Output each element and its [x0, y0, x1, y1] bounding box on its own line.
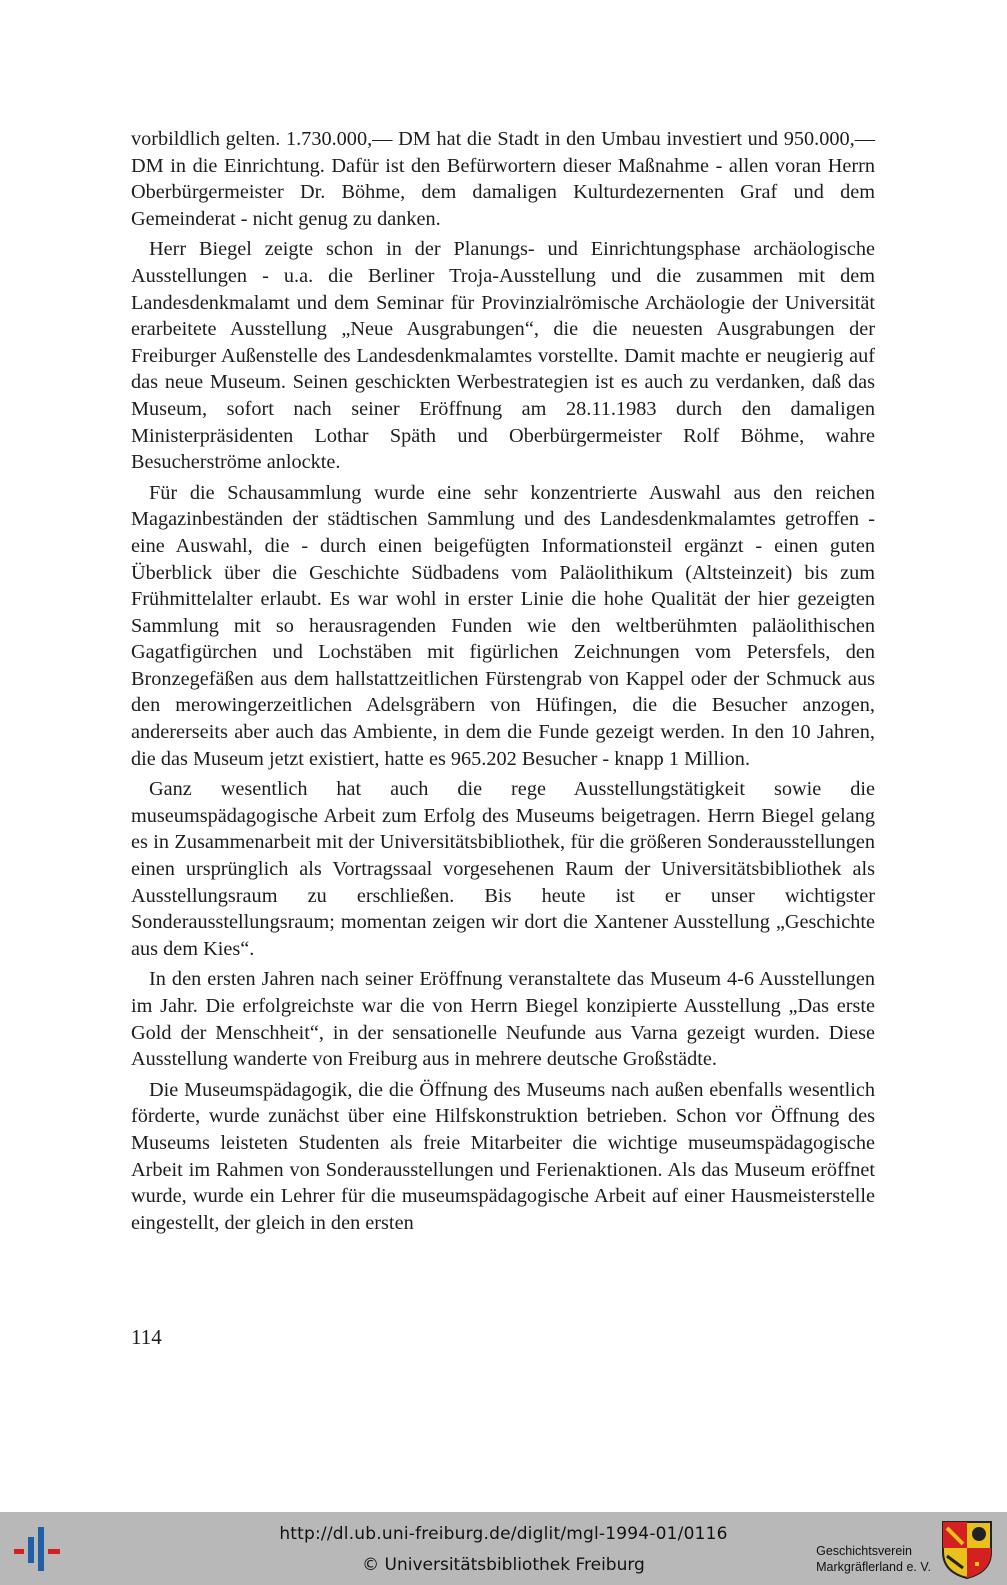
society-line-1: Geschichtsverein	[816, 1544, 912, 1558]
paragraph-4: Ganz wesentlich hat auch die rege Ausstellungstätigkeit sowie die museumspädagogische Arbeit zum Erfolg des Museums beigetragen. Herrn Biegel gelang es in Zusammenarbeit mit der Universitätsbibliothek, für die größeren Sonderausstellungen einen ursprünglich als Vortragssaal vorgesehenen Raum der Universitätsbibliothek als Ausstellungsraum zu erschließen. Bis heute ist er unser wichtigster Sonderausstellungsraum; momentan zeigen wir dort die Xantener Ausstellung „Geschichte aus dem Kies“.	[131, 778, 875, 960]
footer-copyright: © Universitätsbibliothek Freiburg	[362, 1555, 645, 1575]
footer-bar	[0, 1512, 1007, 1585]
paragraph-5: In den ersten Jahren nach seiner Eröffnung veranstaltete das Museum 4-6 Ausstellungen im Jahr. Die erfolgreichste war die von Herrn Biegel konzipierte Ausstellung „Das erste Gold der Menschheit“, in der sensationelle Neufunde aus Varna gezeigt wurden. Diese Ausstellung wanderte von Freiburg aus in mehrere deutsche Großstädte.	[131, 968, 875, 1071]
paragraph-2: Herr Biegel zeigte schon in der Planungs- und Einrichtungsphase archäologische Ausstellungen - u.a. die Berliner Troja-Ausstellung und die zusammen mit dem Landesdenkmalamt und dem Seminar für Provinzialrömische Archäologie der Universität erarbeitete Ausstellung „Neue Ausgrabungen“, die die neuesten Ausgrabungen der Freiburger Außenstelle des Landesdenkmalamtes vorstellte. Damit machte er neugierig auf das neue Museum. Seinen geschickten Werbestrategien ist es auch zu verdanken, daß das Museum, sofort nach seiner Eröffnung am 28.11.1983 durch den damaligen Ministerpräsidenten Lothar Späth und Oberbürgermeister Rolf Böhme, wahre Besucherströme anlockte.	[131, 238, 875, 474]
society-line-2: Markgräflerland e. V.	[816, 1560, 931, 1574]
footer-url-link[interactable]: http://dl.ub.uni-freiburg.de/diglit/mgl-1994-01/0116	[279, 1524, 728, 1544]
paragraph-1: vorbildlich gelten. 1.730.000,— DM hat die Stadt in den Umbau investiert und 950.000,— DM in die Einrichtung. Dafür ist den Befürwortern dieser Maßnahme - allen voran Herrn Oberbürgermeister Dr. Böhme, dem damaligen Kulturdezernenten Graf und dem Gemeinderat - nicht genug zu danken.	[131, 128, 875, 230]
paragraph-3: Für die Schausammlung wurde eine sehr konzentrierte Auswahl aus den reichen Magazinbeständen der städtischen Sammlung und des Landesdenkmalamtes getroffen - eine Auswahl, die - durch einen beigefügten Informationsteil ergänzt - einen guten Überblick über die Geschichte Südbadens vom Paläolithikum (Altsteinzeit) bis zum Frühmittelalter erlaubt. Es war wohl in erster Linie die hohe Qualität der hier gezeigten Sammlung mit so herausragenden Funden wie den weltberühmten paläolithischen Gagatfigürchen und Lochstäben mit figürlichen Zeichnungen vom Petersfels, den Bronzegefäßen aus dem hallstattzeitlichen Fürstengrab von Kappel oder der Schmuck aus den merowingerzeitlichen Adelsgräbern von Hüfingen, die die Besucher anzogen, andererseits aber auch das Ambiente, in dem die Funde gezeigt werden. In den 10 Jahren, die das Museum jetzt existiert, hatte es 965.202 Besucher - knapp 1 Million.	[131, 481, 875, 770]
society-name	[816, 1543, 931, 1575]
page-body	[131, 126, 875, 1240]
paragraph-6: Die Museumspädagogik, die die Öffnung des Museums nach außen ebenfalls wesentlich förderte, wurde zunächst über eine Hilfskonstruktion betrieben. Schon vor Öffnung des Museums leisteten Studenten als freie Mitarbeiter die wichtige museumspädagogische Arbeit im Rahmen von Sonderausstellungen und Ferienaktionen. Als das Museum eröffnet wurde, wurde ein Lehrer für die museumspädagogische Arbeit auf einer Hausmeisterstelle eingestellt, der gleich in den ersten	[131, 1078, 875, 1234]
page-number: 114	[131, 1325, 162, 1349]
coat-of-arms-icon	[939, 1518, 995, 1580]
